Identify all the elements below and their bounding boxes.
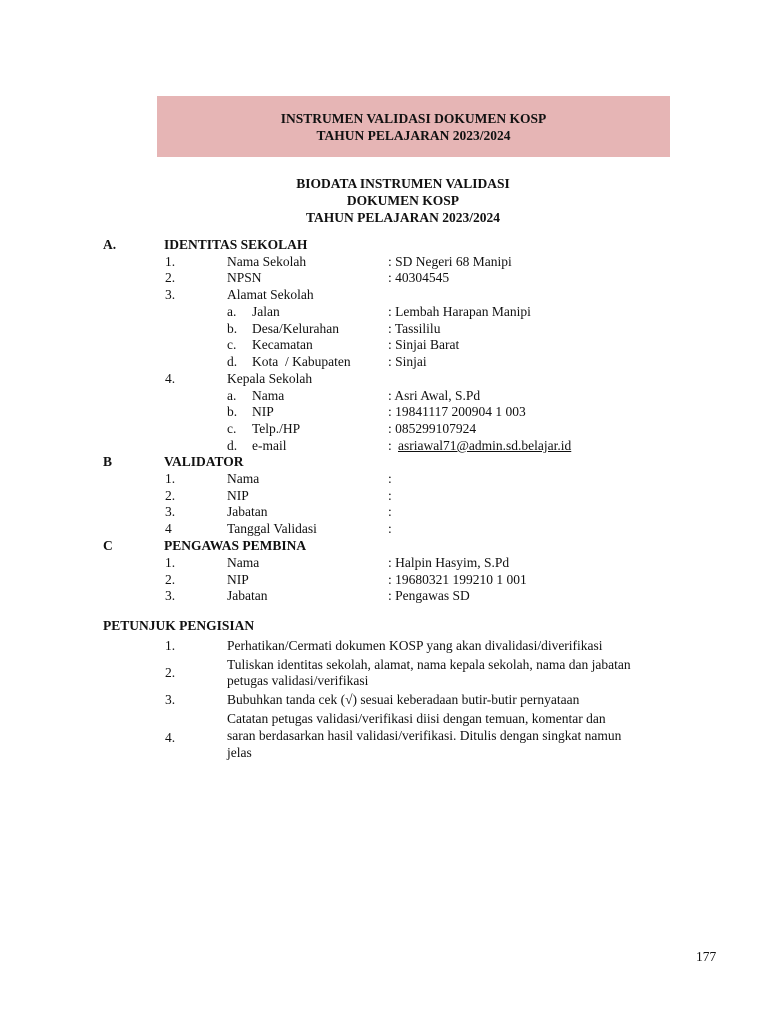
petunjuk-text: petugas validasi/verifikasi [227, 673, 369, 688]
row-value: : 19841117 200904 1 003 [388, 404, 526, 419]
row-value: : Lembah Harapan Manipi [388, 304, 531, 319]
row-sub: d. [227, 354, 238, 369]
petunjuk-title: PETUNJUK PENGISIAN [103, 618, 255, 633]
title-banner [157, 96, 670, 157]
petunjuk-num: 1. [165, 638, 176, 653]
row-label: NPSN [227, 270, 262, 285]
petunjuk-text: Catatan petugas validasi/verifikasi diisi dengan temuan, komentar dan [227, 711, 606, 726]
biodata-line-2: DOKUMEN KOSP [346, 193, 460, 208]
row-value: : 19680321 199210 1 001 [388, 572, 527, 587]
row-value: : 085299107924 [388, 421, 477, 436]
petunjuk-num: 3. [165, 692, 176, 707]
petunjuk-num: 2. [165, 665, 176, 680]
petunjuk-num: 4. [165, 730, 176, 745]
row-value: : Pengawas SD [388, 588, 470, 603]
row-value: : [388, 521, 392, 536]
row-value: : Sinjai [388, 354, 427, 369]
row-num: 1. [165, 254, 176, 269]
row-value: : Asri Awal, S.Pd [388, 388, 481, 403]
section-a-marker: A. [103, 237, 117, 252]
row-value: : [388, 471, 392, 486]
row-num: 1. [165, 471, 176, 486]
petunjuk-text: Bubuhkan tanda cek (√) sesuai keberadaan butir-butir pernyataan [227, 692, 580, 707]
row-num: 4. [165, 371, 176, 386]
row-num: 3. [165, 588, 176, 603]
row-value: : Tassililu [388, 321, 441, 336]
row-label: Kota / Kabupaten [252, 354, 351, 369]
title-line-1: INSTRUMEN VALIDASI DOKUMEN KOSP [280, 110, 547, 126]
section-c-marker: C [103, 538, 113, 553]
row-value: : [388, 504, 392, 519]
row-num: 2. [165, 572, 176, 587]
row-value: : Halpin Hasyim, S.Pd [388, 555, 510, 570]
row-sub: b. [227, 404, 238, 419]
row-label: Desa/Kelurahan [252, 321, 339, 336]
row-label: Nama Sekolah [227, 254, 307, 269]
row-num: 3. [165, 504, 176, 519]
row-num: 2. [165, 488, 176, 503]
row-label: e-mail [252, 438, 287, 453]
row-value: : [388, 488, 392, 503]
row-label: Nama [252, 388, 285, 403]
row-num: 1. [165, 555, 176, 570]
row-label: Kecamatan [252, 337, 313, 352]
row-label: Jalan [252, 304, 280, 319]
biodata-heading [0, 175, 768, 226]
row-label: Telp./HP [252, 421, 301, 436]
email-link[interactable]: asriawal71@admin.sd.belajar.id [398, 438, 572, 453]
petunjuk-text: Tuliskan identitas sekolah, alamat, nama kepala sekolah, nama dan jabatan [227, 657, 631, 672]
row-sub: c. [227, 337, 237, 352]
row-label: Tanggal Validasi [227, 521, 317, 536]
row-num: 3. [165, 287, 176, 302]
row-label: Nama [227, 555, 260, 570]
row-label: NIP [227, 488, 249, 503]
row-label: Nama [227, 471, 260, 486]
title-line-2: TAHUN PELAJARAN 2023/2024 [316, 127, 511, 143]
section-c-title: PENGAWAS PEMBINA [164, 538, 307, 553]
section-a-title: IDENTITAS SEKOLAH [164, 237, 308, 252]
petunjuk-text: Perhatikan/Cermati dokumen KOSP yang akan divalidasi/diverifikasi [227, 638, 603, 653]
row-label: NIP [252, 404, 274, 419]
row-sub: c. [227, 421, 237, 436]
email-colon: : [388, 438, 392, 453]
biodata-line-1: BIODATA INSTRUMEN VALIDASI [296, 176, 510, 191]
biodata-line-3: TAHUN PELAJARAN 2023/2024 [305, 210, 500, 225]
row-value: : SD Negeri 68 Manipi [388, 254, 512, 269]
section-b-marker: B [103, 454, 113, 469]
row-value: : 40304545 [388, 270, 450, 285]
petunjuk-text: jelas [227, 745, 252, 760]
row-sub: b. [227, 321, 238, 336]
row-sub: d. [227, 438, 238, 453]
row-label: Jabatan [227, 504, 268, 519]
page-number: 177 [696, 949, 717, 964]
row-label: Alamat Sekolah [227, 287, 314, 302]
row-value: : Sinjai Barat [388, 337, 460, 352]
row-num: 2. [165, 270, 176, 285]
row-num: 4 [165, 521, 172, 536]
row-sub: a. [227, 388, 237, 403]
row-label: Kepala Sekolah [227, 371, 313, 386]
section-b-title: VALIDATOR [164, 454, 244, 469]
row-label: Jabatan [227, 588, 268, 603]
row-sub: a. [227, 304, 237, 319]
row-label: NIP [227, 572, 249, 587]
petunjuk-text: saran berdasarkan hasil validasi/verifikasi. Ditulis dengan singkat namun [227, 728, 622, 743]
